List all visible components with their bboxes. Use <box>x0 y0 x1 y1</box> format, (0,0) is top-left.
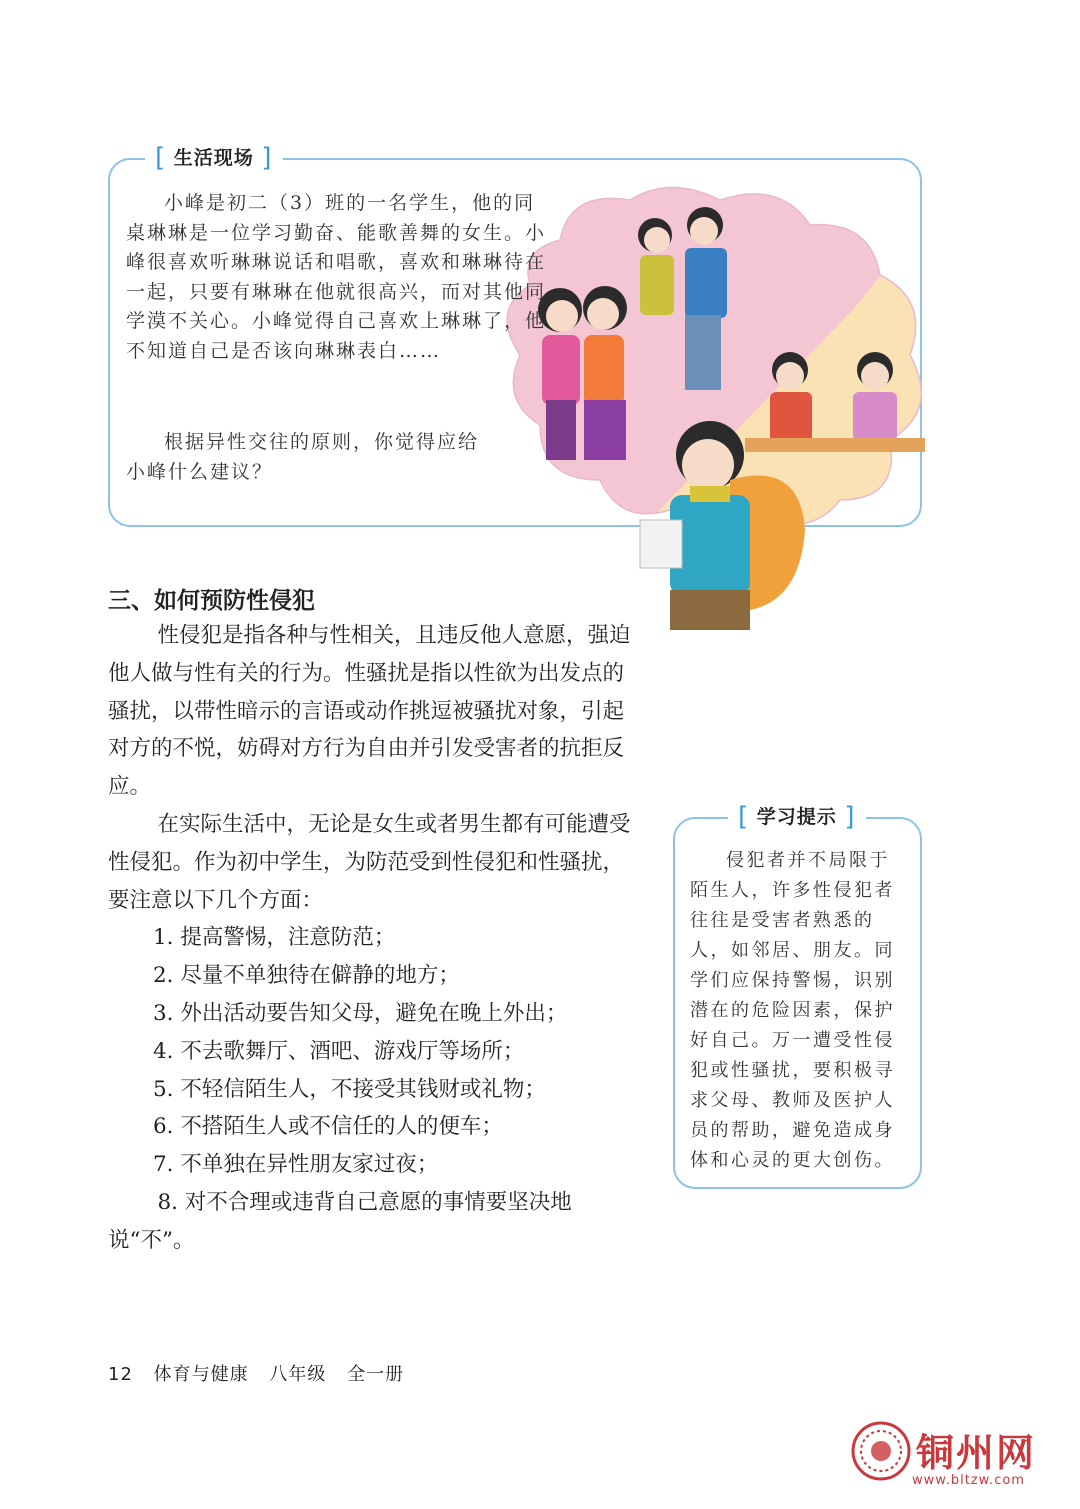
list-item: 6. 不搭陌生人或不信任的人的便车； <box>153 1114 503 1140</box>
page-footer <box>108 1360 418 1386</box>
tip-paragraph: 侵犯者并不局限于陌生人，许多性侵犯者往往是受害者熟悉的人，如邻居、朋友。同学们应保持警惕，识别潜在的危险因素，保护好自己。万一遭受性侵犯或性骚扰，要积极寻求父母、教师及医护人员的帮助，避免造成身体和心灵的更大创伤。 <box>690 850 895 1171</box>
watermark-seal-icon <box>850 1420 912 1482</box>
list-item: 2. 尽量不单独待在僻静的地方； <box>153 963 460 989</box>
body-paragraph: 在实际生活中，无论是女生或者男生都有可能遭受性侵犯。作为初中学生，为防范受到性侵犯和性骚扰，要注意以下几个方面： <box>108 811 631 913</box>
tip-box-label: [ 学习提示 ] <box>728 800 866 830</box>
scene-paragraph: 根据异性交往的原则，你觉得应给小峰什么建议？ <box>126 431 480 483</box>
watermark-url: www.bltzw.com <box>912 1473 1025 1488</box>
list-item: 7. 不单独在异性朋友家过夜； <box>153 1152 439 1178</box>
scene-paragraph: 小峰是初二（3）班的一名学生，他的同桌琳琳是一位学习勤奋、能歌善舞的女生。小峰很喜欢听琳琳说话和唱歌，喜欢和琳琳待在一起，只要有琳琳在他就很高兴，而对其他同学漠不关心。小峰觉得自己喜欢上琳琳了，他不知道自己是否该向琳琳表白…… <box>126 192 547 362</box>
body-paragraph: 性侵犯是指各种与性相关，且违反他人意愿，强迫他人做与性有关的行为。性骚扰是指以性欲为出发点的骚扰，以带性暗示的言语或动作挑逗被骚扰对象，引起对方的不悦，妨碍对方行为自由并引发受害者的抗拒反应。 <box>108 623 631 800</box>
page-number: 12 <box>108 1364 133 1385</box>
watermark-name: 铜州网 <box>916 1430 1037 1475</box>
book-title: 体育与健康 <box>153 1364 249 1385</box>
list-item: 5. 不轻信陌生人，不接受其钱财或礼物； <box>153 1076 546 1102</box>
list-item: 3. 外出活动要告知父母，避免在晚上外出； <box>153 1000 568 1026</box>
section-heading: 三、如何预防性侵犯 <box>108 588 315 614</box>
main-text <box>108 617 638 1260</box>
scene-text <box>126 189 556 366</box>
list-item: 8. 对不合理或违背自己意愿的事情要坚决地说“不”。 <box>108 1189 572 1253</box>
list-item: 1. 提高警惕，注意防范； <box>153 925 396 951</box>
scene-question <box>126 428 491 487</box>
list-item: 4. 不去歌舞厅、酒吧、游戏厅等场所； <box>153 1038 525 1064</box>
scene-box-title: 生活现场 <box>173 147 254 169</box>
scene-box-label: [ 生活现场 ] <box>145 141 283 171</box>
site-watermark <box>850 1418 1050 1498</box>
volume: 全一册 <box>347 1364 405 1385</box>
tip-text <box>690 846 905 1176</box>
tip-box-title: 学习提示 <box>756 806 837 828</box>
grade: 八年级 <box>269 1364 327 1385</box>
